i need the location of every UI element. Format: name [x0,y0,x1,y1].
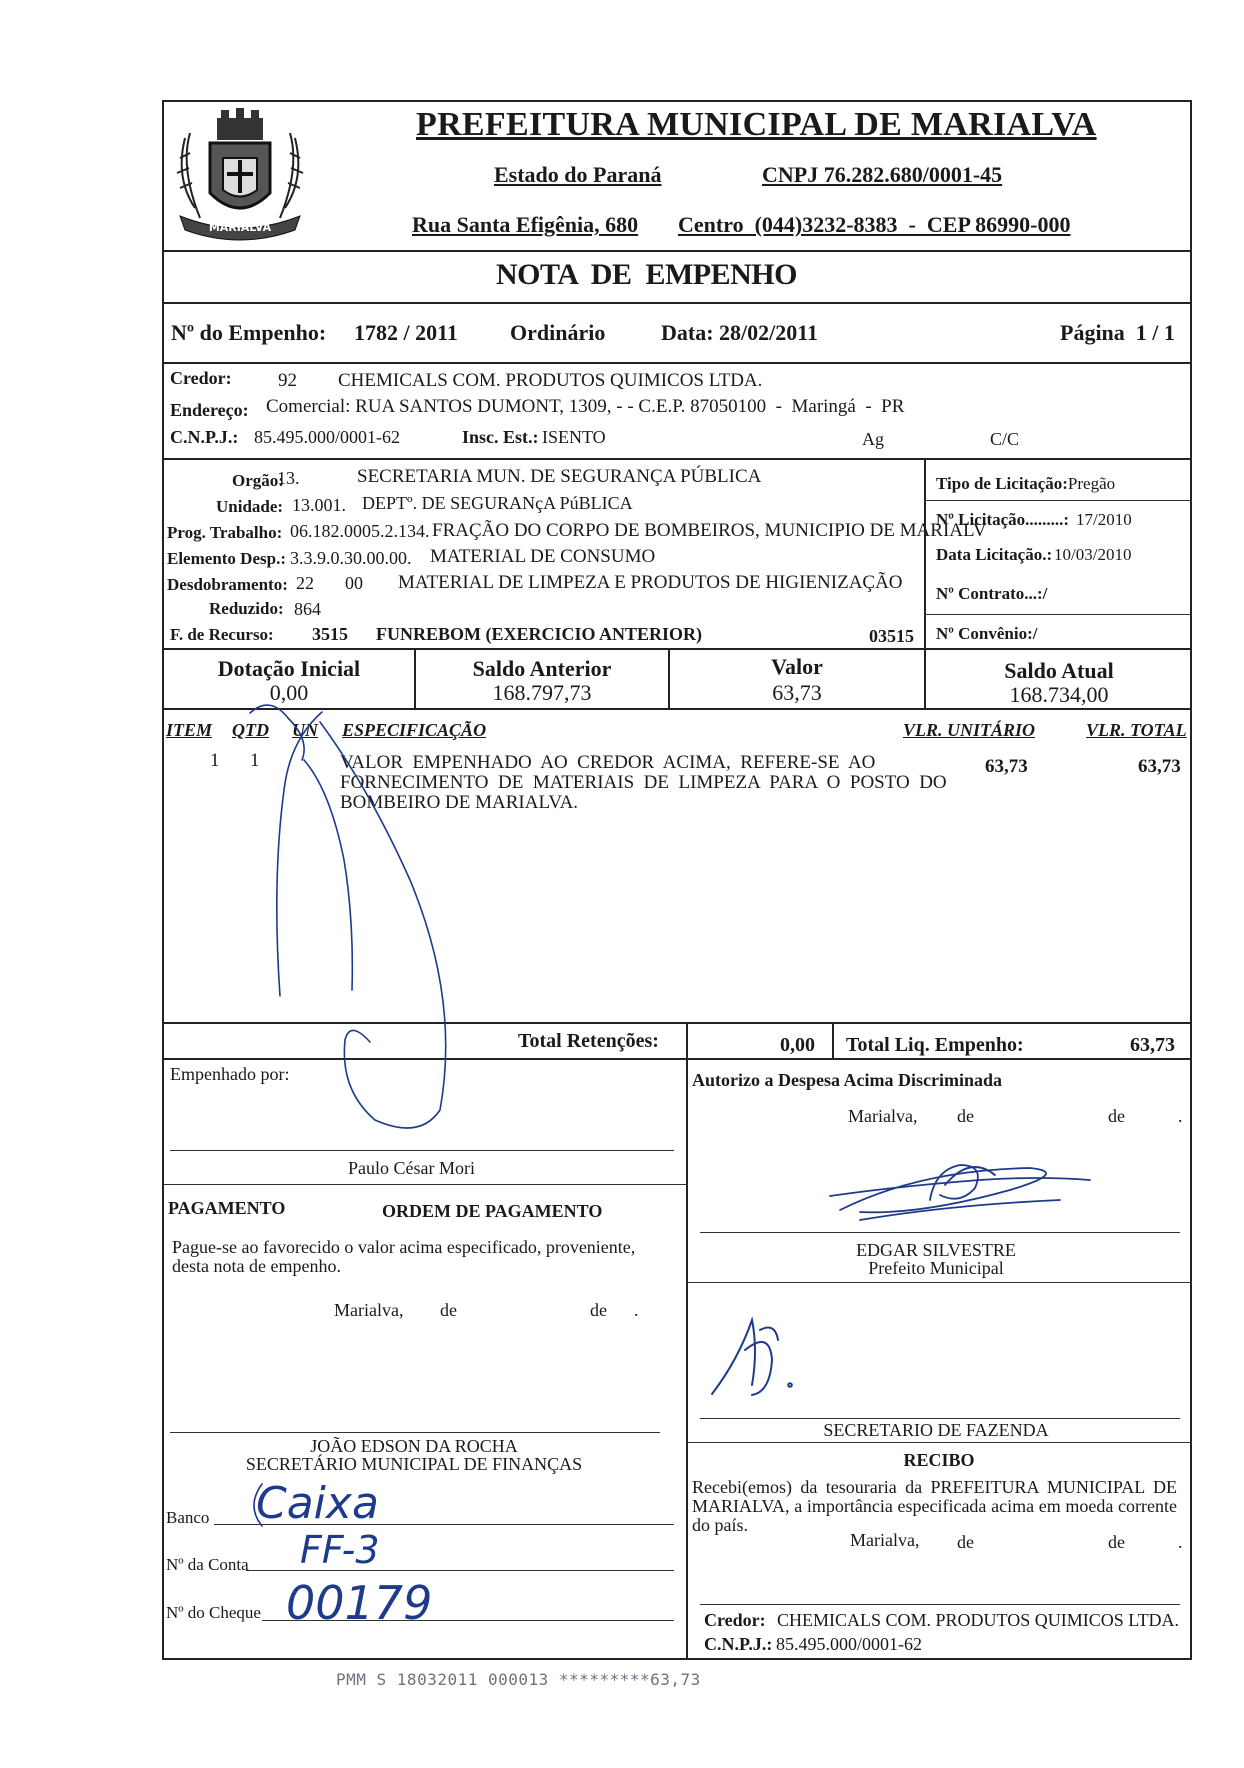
receipt-text: Recebi(emos) da tesouraria da PREFEITURA MUNICIPAL DE MARIALVA, a importância especificada acima em moeda corrente do país. [692,1477,1177,1535]
initial-allocation-label: Dotação Inicial [217,656,361,681]
item-qty: 1 [250,750,260,771]
authorize-text: Autorizo a Despesa Acima Discriminada [692,1070,1002,1090]
account-label: C/C [990,429,1020,449]
contract-label: Nº Contrato...:/ [936,584,1048,603]
current-balance: 168.734,00 [1009,682,1109,707]
divider [164,708,1192,710]
creditor-name: CHEMICALS COM. PRODUTOS QUIMICOS LTDA. [338,370,763,391]
resource-name: FUNREBOM (EXERCICIO ANTERIOR) [376,624,703,644]
empenho-type: Ordinário [510,320,606,345]
divider [924,458,926,648]
breakdown-code-b: 00 [345,573,363,593]
divider [164,1184,686,1185]
col-unit-value: VLR. UNITÁRIO [903,720,1036,740]
previous-balance-label: Saldo Anterior [472,656,612,681]
receipt-creditor: CHEMICALS COM. PRODUTOS QUIMICOS LTDA. [777,1610,1180,1630]
issuer-name: Paulo César Mori [348,1158,475,1178]
check-number-label: Nº do Cheque [166,1603,261,1622]
bid-type-label [936,474,1115,494]
net-total: 63,73 [1130,1034,1175,1056]
resource-code-2: 03515 [869,626,914,646]
resource-code: 3515 [312,624,348,644]
agreement-label: Nº Convênio:/ [936,624,1038,643]
bid-number-label: Nº Licitação.........: [936,510,1070,529]
unit-name: DEPTº. DE SEGURANçA PúBLICA [362,493,633,513]
col-unit: UN [292,720,318,740]
item-number: 1 [210,750,220,771]
account-number-label: Nº da Conta [166,1555,249,1574]
insc-label: Insc. Est.: [462,427,539,447]
bid-number: 17/2010 [1076,510,1132,529]
col-item: ITEM [166,720,213,740]
item-spec-line-3: BOMBEIRO DE MARIALVA. [340,792,579,813]
page-number: Página 1 / 1 [1060,320,1175,345]
bid-type-label-text: Tipo de Licitação: [936,474,1068,493]
divider [164,648,1192,650]
state-label: Estado do Paraná [494,162,662,187]
payment-place: Marialva, [334,1300,404,1320]
reduced-value: 864 [294,599,321,619]
receipt-title: RECIBO [903,1450,975,1470]
signature-line [170,1150,674,1151]
empenho-number-label: Nº do Empenho: [171,320,327,345]
unit-label: Unidade: [216,497,284,516]
authorize-de-1: de [957,1106,974,1126]
mayor-name: EDGAR SILVESTRE [856,1240,1016,1260]
bid-date-label: Data Licitação.: [936,545,1053,564]
divider [164,250,1192,252]
breakdown-name: MATERIAL DE LIMPEZA E PRODUTOS DE HIGIENIZAÇÃO [398,572,903,593]
address-label: Rua Santa Efigênia, 680 [412,212,639,237]
empenho-number: 1782 / 2011 [354,320,458,345]
address-field-label: Endereço: [170,400,249,420]
crest-text: MARIALVA [208,221,272,234]
program-label: Prog. Trabalho: [167,523,283,542]
account-handwritten: FF-3 [300,1528,380,1572]
receipt-place: Marialva, [850,1530,920,1550]
divider [164,1058,1192,1060]
initial-allocation: 0,00 [269,680,309,705]
cnpj-label: CNPJ 76.282.680/0001-45 [762,162,1003,187]
breakdown-label: Desdobramento: [167,575,288,594]
divider [924,614,1192,615]
amount: 63,73 [772,680,822,705]
col-total-value: VLR. TOTAL [1086,720,1187,740]
authorize-place: Marialva, [848,1106,918,1126]
finance-secretary-name: JOÃO EDSON DA ROCHA [310,1436,518,1456]
divider [686,1022,688,1058]
municipal-crest-icon [165,98,315,248]
divider [164,362,1192,364]
program-name: FRAÇÃO DO CORPO DE BOMBEIROS, MUNICIPIO DE MARIALV [432,520,987,541]
creditor-code: 92 [278,370,297,391]
item-unit-value: 63,73 [985,756,1028,777]
creditor-cnpj-label: C.N.P.J.: [170,427,239,447]
check-handwritten: 00179 [286,1576,433,1630]
payment-de-1: de [440,1300,457,1320]
page-title: PREFEITURA MUNICIPAL DE MARIALVA [416,106,1097,143]
signature-line [700,1232,1180,1233]
divider [832,1022,834,1058]
creditor-cnpj: 85.495.000/0001-62 [254,427,400,447]
item-total-value: 63,73 [1138,756,1181,777]
authorize-de-2: de [1108,1106,1125,1126]
bid-date: 10/03/2010 [1054,545,1132,564]
divider [686,1282,1192,1283]
amount-label: Valor [771,654,823,679]
divider [686,1058,688,1660]
authorize-dot: . [1178,1106,1183,1126]
current-balance-label: Saldo Atual [1004,658,1114,683]
col-spec: ESPECIFICAÇÃO [342,720,487,740]
organ-code: 13. [277,468,300,488]
divider [924,500,1192,501]
creditor-address: Comercial: RUA SANTOS DUMONT, 1309, - - C.E.P. 87050100 - Maringá - PR [266,396,905,417]
element-code: 3.3.9.0.30.00.00. [290,548,412,568]
agency-label: Ag [862,429,884,449]
reduced-label: Reduzido: [209,599,284,618]
payment-order-label: ORDEM DE PAGAMENTO [382,1201,603,1221]
payment-stamp: PMM S 18032011 000013 *********63,73 [336,1670,701,1689]
item-spec-line-2: FORNECIMENTO DE MATERIAIS DE LIMPEZA PARA O POSTO DO [340,772,947,793]
resource-label: F. de Recurso: [170,625,274,644]
receipt-de-2: de [1108,1532,1125,1552]
signature-line [170,1432,660,1433]
receipt-cnpj: 85.495.000/0001-62 [776,1634,922,1654]
finance-secretary-role: SECRETÁRIO MUNICIPAL DE FINANÇAS [245,1454,583,1474]
program-code: 06.182.0005.2.134. [290,521,430,541]
finance-secretary-title: SECRETARIO DE FAZENDA [823,1420,1049,1440]
payment-text: Pague-se ao favorecido o valor acima especificado, proveniente, desta nota de empenho. [172,1237,636,1276]
element-label: Elemento Desp.: [167,549,286,568]
empenho-date: Data: 28/02/2011 [661,320,819,345]
mayor-role: Prefeito Municipal [868,1258,1004,1278]
document-title: NOTA DE EMPENHO [496,258,797,291]
organ-label: Orgão: [232,471,284,490]
payment-label: PAGAMENTO [168,1198,286,1218]
payment-de-2: de [590,1300,607,1320]
insc-value: ISENTO [542,427,606,447]
bank-handwritten: Caixa [256,1478,379,1529]
net-total-label: Total Liq. Empenho: [846,1034,1024,1056]
breakdown-code-a: 22 [296,573,314,593]
payment-dot: . [634,1300,639,1320]
previous-balance: 168.797,73 [492,680,592,705]
receipt-dot: . [1178,1532,1183,1552]
organ-name: SECRETARIA MUN. DE SEGURANÇA PÚBLICA [357,466,762,487]
divider [686,1442,1192,1443]
divider [164,458,1192,460]
element-name: MATERIAL DE CONSUMO [430,546,656,567]
divider [164,302,1192,304]
bid-type-value: Pregão [1067,474,1116,493]
signature-line [700,1604,1180,1605]
contact-label: Centro (044)3232-8383 - CEP 86990-000 [678,212,1071,237]
creditor-label: Credor: [170,368,232,388]
signature-line [700,1418,1180,1419]
unit-code: 13.001. [292,495,346,515]
receipt-creditor-label: Credor: [704,1610,766,1630]
receipt-cnpj-label: C.N.P.J.: [704,1634,773,1654]
withholding-label: Total Retenções: [518,1030,659,1052]
col-qty: QTD [232,720,269,740]
divider [164,1022,1192,1024]
issued-by-label: Empenhado por: [170,1064,290,1084]
withholding-total: 0,00 [780,1034,815,1056]
item-spec-line-1: VALOR EMPENHADO AO CREDOR ACIMA, REFERE-SE AO [340,752,876,773]
bank-label: Banco [166,1508,210,1527]
receipt-de-1: de [957,1532,974,1552]
